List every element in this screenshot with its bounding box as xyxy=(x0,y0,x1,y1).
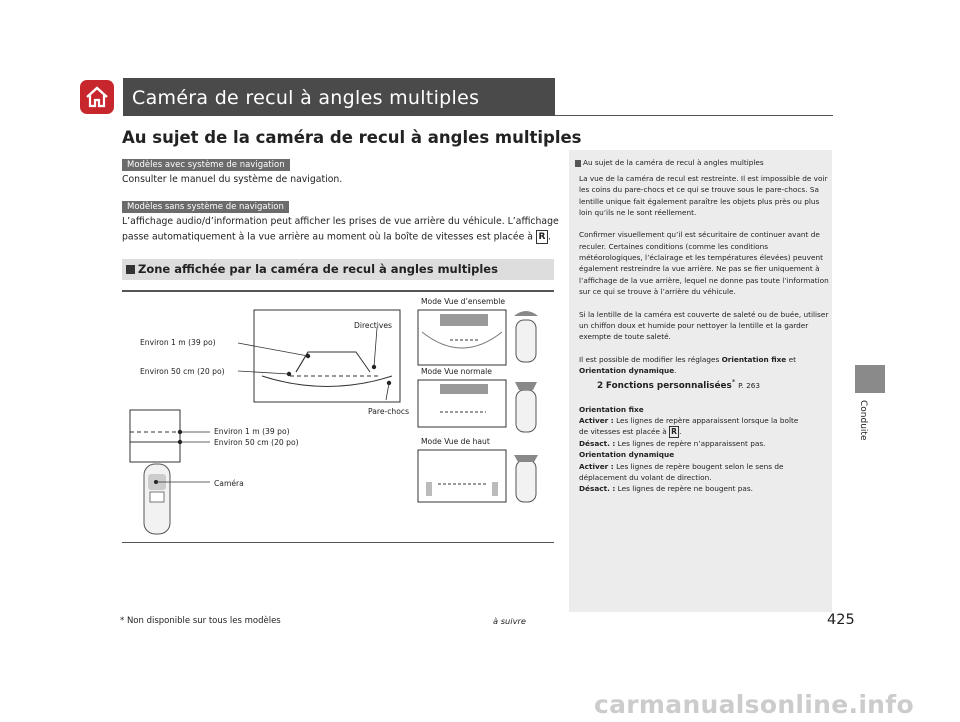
fixed-off-label: Désact. : xyxy=(579,439,616,449)
camera-zone-figure xyxy=(122,290,554,543)
para4-bold1: Orientation fixe xyxy=(721,354,787,364)
reverse-gear-key: R xyxy=(536,230,548,244)
side-note-heading xyxy=(575,158,764,167)
chapter-tab[interactable] xyxy=(855,365,885,393)
dynamic-on-label: Activer : xyxy=(579,461,614,471)
home-icon[interactable] xyxy=(80,80,114,114)
dynamic-off-label: Désact. : xyxy=(579,484,616,494)
label-mode-ensemble: Mode Vue d’ensemble xyxy=(421,297,506,306)
subsection-heading-bar xyxy=(122,259,554,280)
car-normal-icon xyxy=(515,382,537,432)
label-env-50cm-side: Environ 50 cm (20 po) xyxy=(214,438,299,447)
para4-mid: et xyxy=(788,354,796,364)
fixed-orientation-title: Orientation fixe xyxy=(579,404,644,414)
watermark: carmanualsonline.info xyxy=(594,690,914,719)
subsection-title: Zone affichée par la caméra de recul à angles multiples xyxy=(138,262,498,276)
fixed-on-text2: de vitesses est placée à xyxy=(579,427,667,437)
note-marker-icon xyxy=(575,160,581,167)
footnote: * Non disponible sur tous les modèles xyxy=(120,616,281,626)
top-mode-thumb xyxy=(418,450,506,502)
label-mode-normale: Mode Vue normale xyxy=(421,367,492,376)
side-note-para3: Si la lentille de la caméra est couverte de saleté ou de buée, utiliser un chiffon doux et humide pour nettoyer la lentille et la garder exempte de toute saleté. xyxy=(579,309,829,342)
side-note-para1: La vue de la caméra de recul est restreinte. Il est impossible de voir les coins du pare-chocs et ce qui se trouve sous le pare-chocs. Sa lentille unique fait également paraître les objets plus près ou plus loin qu’ils ne le sont réellement. xyxy=(579,174,828,217)
fixed-on-label: Activer : xyxy=(579,415,614,425)
dynamic-on-text1: Les lignes de repère bougent selon le sens de xyxy=(616,461,784,471)
label-camera: Caméra xyxy=(214,479,244,488)
label-directives: Directives xyxy=(354,321,392,330)
non-navigation-text-line2 xyxy=(122,230,551,245)
overview-mode-thumb xyxy=(418,310,506,365)
chapter-tab-label: Conduite xyxy=(858,400,868,441)
side-note-panel xyxy=(569,150,832,612)
dynamic-orientation-title: Orientation dynamique xyxy=(579,450,675,460)
label-mode-haut: Mode Vue de haut xyxy=(421,437,490,446)
fixed-off-text: Les lignes de repère n’apparaissent pas. xyxy=(617,439,766,449)
fixed-reverse-key: R xyxy=(669,426,679,438)
label-pare-chocs: Pare-chocs xyxy=(368,407,410,416)
camera-diagram xyxy=(122,292,554,542)
navigation-models-text: Consulter le manuel du système de navigation. xyxy=(122,174,343,185)
non-navigation-text-line1: L’affichage audio/d’information peut afficher les prises de vue arrière du véhicule. L’affichage xyxy=(122,216,559,227)
reference-page: P. 263 xyxy=(738,381,761,391)
label-env-1m-top: Environ 1 m (39 po) xyxy=(140,338,216,347)
para4-bold2: Orientation dynamique xyxy=(579,366,675,376)
square-bullet-icon xyxy=(126,265,135,274)
car-top-icon xyxy=(514,455,538,502)
custom-functions-link[interactable] xyxy=(597,376,829,392)
normal-mode-thumb xyxy=(418,380,506,427)
side-note-heading-text: Au sujet de la caméra de recul à angles multiples xyxy=(583,158,764,167)
label-env-50cm-top: Environ 50 cm (20 po) xyxy=(140,367,225,376)
non-navigation-models-badge: Modèles sans système de navigation xyxy=(122,201,289,213)
page-number: 425 xyxy=(827,612,855,628)
dynamic-off-text: Les lignes de repère ne bougent pas. xyxy=(617,484,753,494)
side-note-para4 xyxy=(579,354,829,377)
label-env-1m-side: Environ 1 m (39 po) xyxy=(214,427,290,436)
side-note-para2: Confirmer visuellement qu’il est sécuritaire de continuer avant de reculer. Certaines conditions (comme les conditions météorologiques, l’éclairage et les températures élevées) peuvent également restreindre la vue arrière. Ne pas se fier uniquement à l’affichage de la vue arrière, lequel ne donne pas toute l’information sur ce qui se trouve à l’arrière du véhicule. xyxy=(579,230,829,296)
para4-pre: Il est possible de modifier les réglages xyxy=(579,354,720,364)
fixed-on-text1: Les lignes de repère apparaissent lorsque la boîte xyxy=(616,415,799,425)
reference-star: * xyxy=(731,377,736,387)
continued-label: à suivre xyxy=(493,616,527,626)
header-rule xyxy=(555,115,833,116)
side-note-body: La vue de la caméra de recul est restreinte. Il est impossible de voir les coins du pare-chocs et ce qui se trouve sous le pare-chocs. Sa lentille unique fait également paraître les objets plus près ou plus loin qu’ils ne le sont réellement. Confirmer visuellement qu’il est sécuritaire de continuer avant de reculer. Certaines conditions (comme les conditions météorologiques, l’éclairage et les températures élevées) peuvent également restreindre la vue arrière. Ne pas se fier uniquement à l’affichage de la vue arrière, lequel ne donne pas toute l’information sur ce qui se trouve à l’arrière du véhicule. Si la lentille de la caméra est couverte de saleté ou de buée, utiliser un chiffon doux et humide pour nettoyer la lentille et la garder exempte de toute saleté. Il est possible de modifier les réglages Orientation fixe et Orientation dynamique. 2 Fonctions personnalisées* P. 263 Orientation fixe Activer : Les lignes de repère apparaissent lorsque la boîte de vitesses est placée à R . Désact. : Les lignes de repère n’apparaissent pas. Orientation dynamique Activer : Les lignes de repère bougent selon le sens de déplacement du volant de direction. Désact. : Les lignes de repère ne bougent pas. xyxy=(579,174,829,494)
page-title-bar xyxy=(123,78,555,116)
dynamic-on-text2: déplacement du volant de direction. xyxy=(579,473,712,483)
car-overview-icon xyxy=(514,311,538,362)
non-navigation-text-line2-body: passe automatiquement à la vue arrière au moment où la boîte de vitesses est placée à xyxy=(122,231,533,243)
navigation-models-badge: Modèles avec système de navigation xyxy=(122,159,290,171)
section-heading: Au sujet de la caméra de recul à angles multiples xyxy=(122,128,582,147)
sentence-end: . xyxy=(547,231,551,243)
page-title: Caméra de recul à angles multiples xyxy=(132,87,480,109)
reference-label: Fonctions personnalisées xyxy=(605,381,732,392)
para4-end: . xyxy=(674,366,677,376)
reference-arrow-icon: 2 xyxy=(597,381,604,392)
